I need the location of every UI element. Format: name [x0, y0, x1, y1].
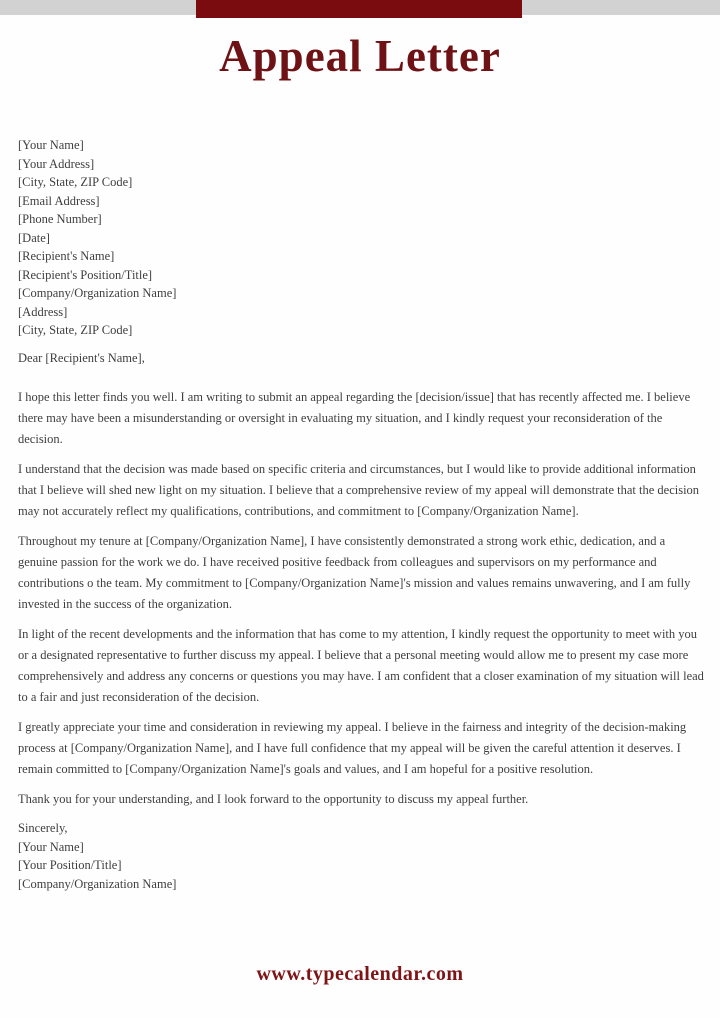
letter-paragraph: I hope this letter finds you well. I am writing to submit an appeal regarding the [decision/issue] that has recently affected me. I believe there may have been a misunderstanding or oversight in evaluating my situation, and I kindly request your reconsideration of the decision. — [18, 390, 691, 446]
sender-address-line: [City, State, ZIP Code] — [18, 175, 133, 189]
sender-address-block — [18, 136, 706, 247]
signature-block — [18, 838, 706, 894]
letter-paragraph: Thank you for your understanding, and I look forward to the opportunity to discuss my appeal further. — [18, 792, 529, 806]
recipient-address-line: [Recipient's Name] — [18, 249, 115, 263]
signature-line: [Your Name] — [18, 839, 84, 854]
sender-address-line: [Email Address] — [18, 193, 100, 208]
recipient-address-line: [Address] — [18, 304, 68, 319]
sender-address-line: [Date] — [18, 230, 50, 245]
closing: Sincerely, — [18, 821, 68, 835]
recipient-address-block — [18, 247, 706, 340]
letter-paragraph: In light of the recent developments and the information that has come to my attention, I kindly request the opportunity to meet with you or a designated representative to further discuss my appeal. I believe that a personal meeting would allow me to present my case more comprehensively and address any concerns or questions you may have. I am confident that a closer examination of my situation will lead to a fair and just reconsideration of the decision. — [18, 627, 704, 704]
signature-line: [Your Position/Title] — [18, 858, 122, 872]
page-title: Appeal Letter — [219, 31, 501, 81]
salutation: Dear [Recipient's Name], — [18, 350, 145, 365]
letter-paragraphs — [18, 387, 706, 810]
header-bar-gray — [0, 0, 720, 15]
header-bar-accent — [196, 0, 522, 18]
recipient-address-line: [Recipient's Position/Title] — [18, 267, 153, 282]
sender-address-line: [Your Name] — [18, 138, 84, 152]
footer-website-link[interactable]: www.typecalendar.com — [256, 963, 464, 985]
sender-address-line: [Phone Number] — [18, 212, 102, 226]
letter-paragraph: I understand that the decision was made based on specific criteria and circumstances, but I would like to provide additional information that I believe will shed new light on my situation. I believe that a comprehensive review of my appeal will demonstrate that the decision may not accurately reflect my qualifications, contributions, and commitment to [Company/Organization Name]. — [18, 462, 700, 518]
recipient-address-line: [City, State, ZIP Code] — [18, 323, 133, 337]
letter-paragraph: I greatly appreciate your time and consideration in reviewing my appeal. I believe in the fairness and integrity of the decision-making process at [Company/Organization Name], and I have full confidence that my appeal will be given the careful attention it deserves. I remain committed to [Company/Organization Name]'s goals and values, and I am hopeful for a positive resolution. — [18, 720, 687, 776]
signature-line: [Company/Organization Name] — [18, 876, 177, 891]
letter-paragraph: Throughout my tenure at [Company/Organization Name], I have consistently demonstrated a strong work ethic, dedication, and a genuine passion for the work we do. I have received positive feedback from colleagues and supervisors on my performance and contributions o the team. My commitment to [Company/Organization Name]'s mission and values remains unwavering, and I am fully invested in the success of the organization. — [18, 534, 691, 611]
letter-body — [18, 136, 706, 893]
sender-address-line: [Your Address] — [18, 156, 95, 171]
recipient-address-line: [Company/Organization Name] — [18, 286, 177, 300]
